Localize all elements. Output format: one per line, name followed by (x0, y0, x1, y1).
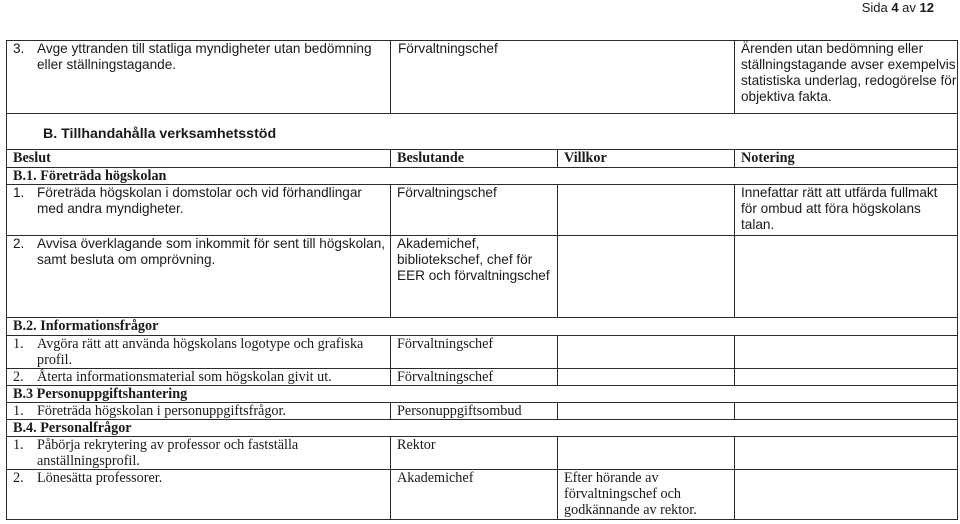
villkor-cell (558, 369, 735, 386)
villkor-cell (558, 437, 735, 470)
group-title: B.1. Företräda högskolan (7, 168, 958, 185)
villkor-cell (558, 185, 735, 236)
notering-cell (735, 236, 958, 318)
villkor-cell (558, 236, 735, 318)
notering-cell (735, 437, 958, 470)
page-number: Sida 4 av 12 (861, 0, 934, 15)
notering-cell: Innefattar rätt att utfärda fullmakt för ombud att föra högskolans talan. (735, 185, 958, 236)
group-title-row (7, 168, 958, 185)
beslut-cell: 1. Påbörja rekrytering av professor och fastställa anställningsprofil. (7, 437, 391, 470)
beslutande-cell: Förvaltningschef (391, 41, 735, 114)
table-row (7, 236, 958, 318)
table-row (7, 437, 958, 470)
beslut-cell: 2. Lönesätta professorer. (7, 470, 391, 520)
beslutande-cell: Personuppgiftsombud (391, 403, 558, 420)
group-title: B.3 Personuppgiftshantering (7, 386, 958, 403)
group-title-row (7, 386, 958, 403)
beslutande-cell: Akademichef, bibliotekschef, chef för EER och förvaltningschef (391, 236, 558, 318)
group-title: B.4. Personalfrågor (7, 420, 958, 437)
beslut-cell: 1. Företräda högskolan i domstolar och vid förhandlingar med andra myndigheter. (7, 185, 391, 236)
beslut-cell: 3. Avge yttranden till statliga myndigheter utan bedömning eller ställningstagande. (7, 41, 391, 114)
section-title: B. Tillhandahålla verksamhetsstöd (7, 114, 958, 150)
column-header-beslutande: Beslutande (391, 150, 558, 168)
villkor-cell (558, 403, 735, 420)
villkor-cell: Efter hörande av förvaltningschef och godkännande av rektor. (558, 470, 735, 520)
villkor-cell (558, 336, 735, 369)
beslut-cell: 2. Avvisa överklagande som inkommit för sent till högskolan, samt besluta om omprövning. (7, 236, 391, 318)
notering-cell (735, 403, 958, 420)
table-row (7, 336, 958, 369)
table-row (7, 185, 958, 236)
beslutande-cell: Förvaltningschef (391, 185, 558, 236)
beslut-cell: 2. Återta informationsmaterial som högskolan givit ut. (7, 369, 391, 386)
notering-cell: Ärenden utan bedömning eller ställningstagande avser exempelvis statistiska underlag, redogörelse för objektiva fakta. (735, 41, 958, 114)
beslutande-cell: Förvaltningschef (391, 336, 558, 369)
beslutande-cell: Rektor (391, 437, 558, 470)
group-title-row (7, 318, 958, 336)
group-title: B.2. Informationsfrågor (7, 318, 958, 336)
beslutande-cell: Förvaltningschef (391, 369, 558, 386)
notering-cell (735, 336, 958, 369)
beslutande-cell: Akademichef (391, 470, 558, 520)
beslut-cell: 1. Företräda högskolan i personuppgiftsfrågor. (7, 403, 391, 420)
table-header-row (7, 150, 958, 168)
beslut-cell: 1. Avgöra rätt att använda högskolans logotype och grafiska profil. (7, 336, 391, 369)
section-title-row (7, 114, 958, 150)
table-row (7, 369, 958, 386)
delegation-table (6, 40, 958, 520)
table-row (7, 470, 958, 520)
notering-cell (735, 369, 958, 386)
column-header-notering: Notering (735, 150, 958, 168)
group-title-row (7, 420, 958, 437)
table-row (7, 41, 958, 114)
column-header-villkor: Villkor (558, 150, 735, 168)
table-row (7, 403, 958, 420)
notering-cell (735, 470, 958, 520)
column-header-beslut: Beslut (7, 150, 391, 168)
